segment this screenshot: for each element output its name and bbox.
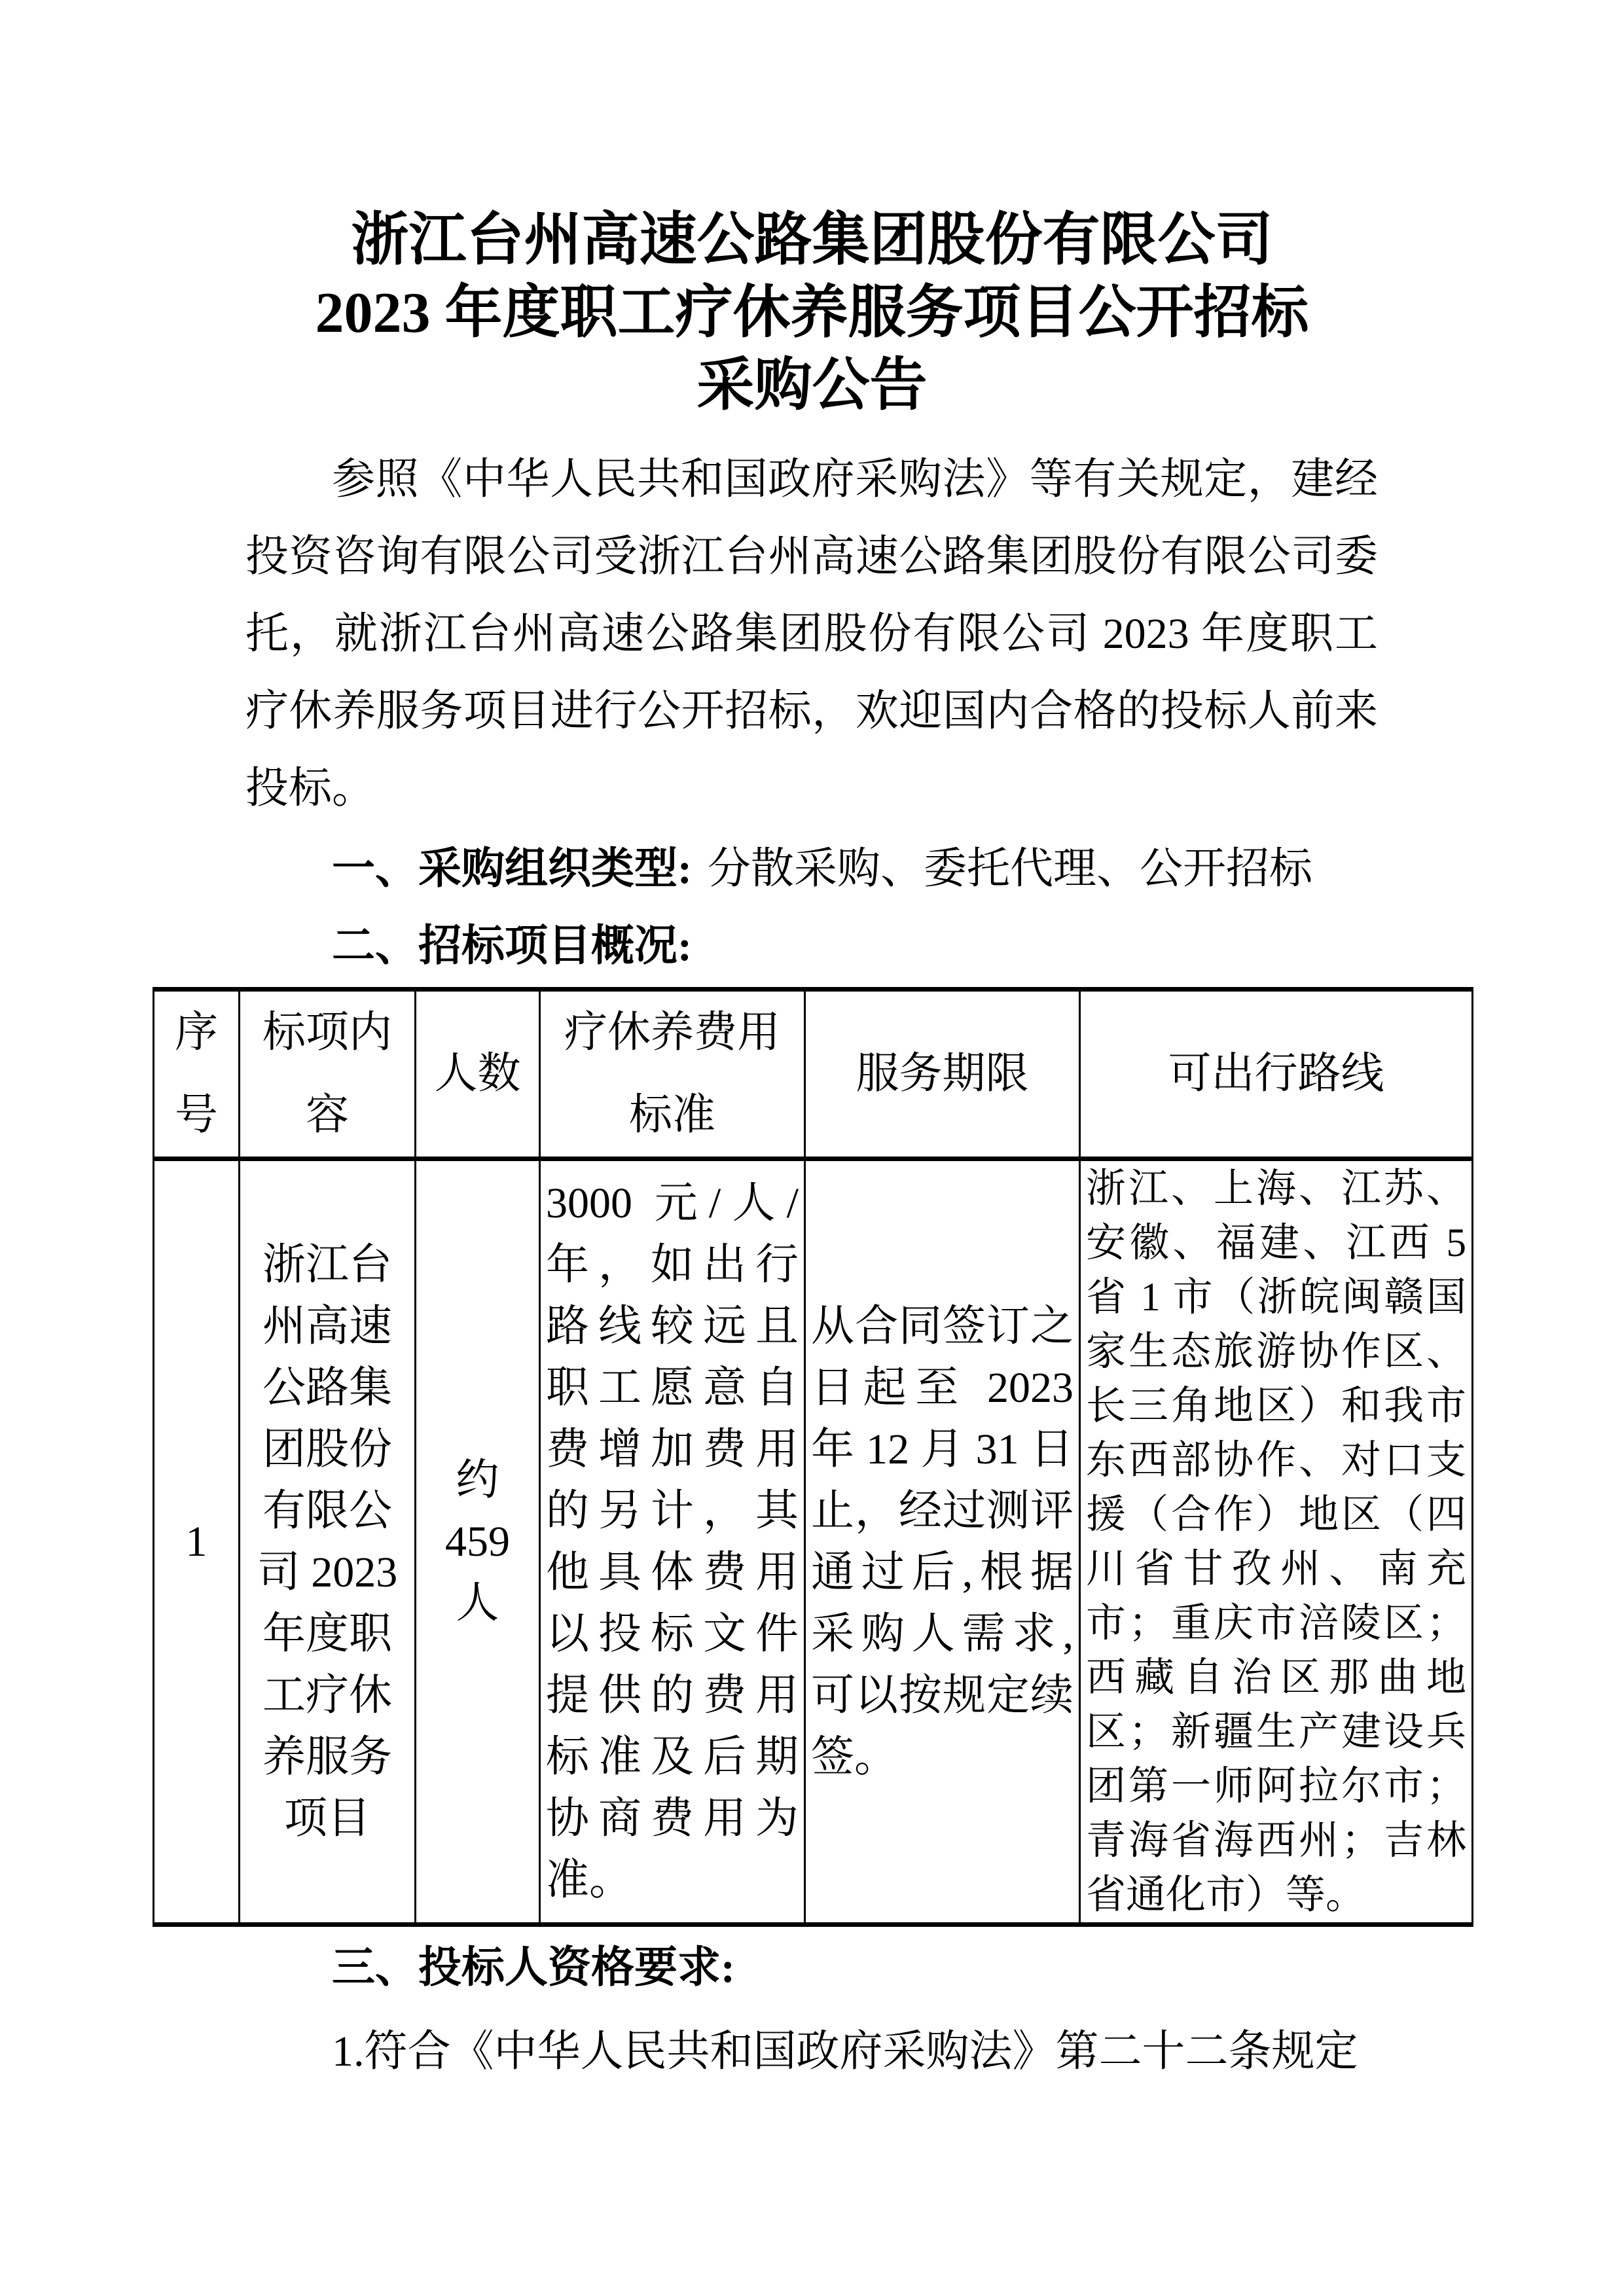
cell-routes: 浙江、上海、江苏、安徽、福建、江西 5 省 1 市（浙皖闽赣国家生态旅游协作区、长三角地区）和我市东西部协作、对口支援（合作）地区（四川省甘孜州、南充市；重庆市涪陵区；西藏自治区那曲地区；新疆生产建设兵团第一师阿拉尔市；青海省海西州；吉林省通化市）等。	[1080, 1159, 1473, 1925]
title-line-3: 采购公告	[696, 354, 928, 418]
header-fee-standard: 疗休养费用标准	[540, 990, 805, 1159]
cell-fee-standard: 3000 元/人/年，如出行路线较远且职工愿意自费增加费用的另计，其他具体费用以投标文件提供的费用标准及后期协商费用为准。	[540, 1159, 805, 1925]
header-routes: 可出行路线	[1080, 990, 1473, 1159]
table-row	[154, 1159, 1473, 1925]
section-1-heading	[245, 831, 1624, 908]
bid-overview-table	[153, 987, 1473, 1927]
document-title	[0, 0, 1624, 422]
section-2-label: 二、招标项目概况:	[332, 922, 692, 970]
section-1-value: 分散采购、委托代理、公开招标	[707, 845, 1312, 893]
cell-seq: 1	[154, 1159, 240, 1925]
table-header-row	[154, 990, 1473, 1159]
cell-content: 浙江台州高速公路集团股份有限公司 2023 年度职工疗休养服务项目	[240, 1159, 416, 1925]
section-3-heading	[245, 1929, 1624, 2007]
header-headcount: 人数	[416, 990, 540, 1159]
section-1-label: 一、采购组织类型:	[332, 845, 692, 893]
title-line-1: 浙江台州高速公路集团股份有限公司	[351, 209, 1273, 272]
cell-headcount: 约 459 人	[416, 1159, 540, 1925]
section-2-heading	[245, 908, 1624, 985]
section-3-label: 三、投标人资格要求:	[332, 1944, 735, 1992]
title-line-2: 2023 年度职工疗休养服务项目公开招标	[315, 281, 1309, 345]
cell-service-period: 从合同签订之日起至 2023 年 12 月 31 日止，经过测评通过后,根据采购人需求,可以按规定续签。	[805, 1159, 1080, 1925]
qualification-item-1: 1.符合《中华人民共和国政府采购法》第二十二条规定	[332, 2028, 1358, 2075]
intro-paragraph: 参照《中华人民共和国政府采购法》等有关规定，建经投资咨询有限公司受浙江台州高速公路集团股份有限公司委托，就浙江台州高速公路集团股份有限公司 2023 年度职工疗休养服务项目进行公开招标，欢迎国内合格的投标人前来投标。	[245, 456, 1378, 812]
header-service-period: 服务期限	[805, 990, 1080, 1159]
header-content: 标项内容	[240, 990, 416, 1159]
header-seq: 序号	[154, 990, 240, 1159]
